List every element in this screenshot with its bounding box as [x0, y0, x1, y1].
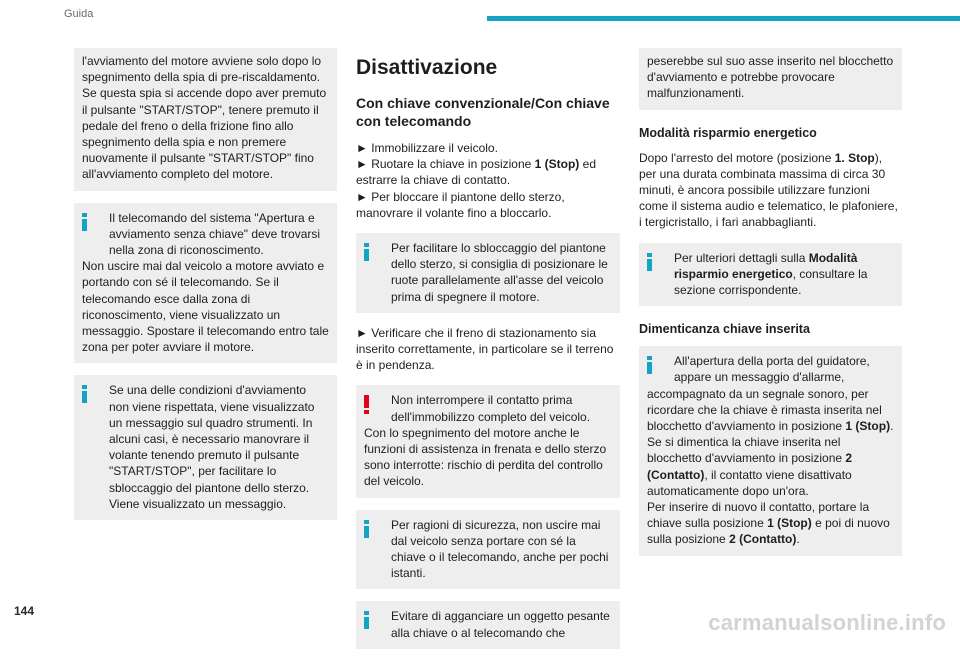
info-box-remote	[74, 203, 337, 364]
warning-box-ignition	[356, 385, 620, 497]
info-text-first: All'apertura della porta del guidatore, appare un messaggio d'allarme,	[674, 354, 870, 385]
info-text: Per facilitare lo sbloccaggio del piantone dello sterzo, si consiglia di posizionare le ruote parallelamente all'asse del veicolo prima di spegnere il motore.	[391, 241, 608, 304]
warning-text-rest: Con lo spegnimento del motore anche le funzioni di assistenza in frenata e dello sterzo sono interrotte: rischio di perdita del controllo del veicolo.	[364, 425, 607, 489]
info-first-line	[364, 608, 612, 640]
step-1: ► Immobilizzare il veicolo.	[356, 141, 498, 155]
note-text: l'avviamento del motore avviene solo dopo lo spegnimento della spia di pre-riscaldamento. Se questa spia si accende dopo aver premuto il pulsante "START/STOP", tenere premuto il pedale del freno o della frizione fino allo spegnimento della spia e non premere nuovamente il pulsante "START/STOP" fino all'avviamento completo del motore.	[82, 54, 327, 182]
section-subtitle: Con chiave convenzionale/Con chiave con telecomando	[356, 95, 610, 129]
info-text-line1: accompagnato da un segnale sonoro, per ricordare che la chiave è rimasta inserita nel blocchetto d'avviamento in posizione 1 (Stop).	[647, 386, 894, 434]
info-icon	[647, 356, 652, 374]
heading-energy-saving: Modalità risparmio energetico	[639, 125, 817, 140]
info-text-first: Il telecomando del sistema "Apertura e avviamento senza chiave" deve trovarsi nella zona di riconoscimento.	[109, 210, 321, 258]
watermark: carmanualsonline.info	[708, 610, 946, 635]
energy-paragraph: Dopo l'arresto del motore (posizione 1. Stop), per una durata combinata massima di circa 30 minuti, è ancora possibile utilizzare funzioni come il sistema audio e telematico, le plafoniere, i tergicristallo, i fari anabbaglianti.	[639, 150, 898, 230]
info-text-rest: Non uscire mai dal veicolo a motore avviato e portando con sé il telecomando. Se il telecomando esce dalla zona di riconoscimento, viene visualizzato un messaggio. Spostare il telecomando entro tale zona per poter avviare il motore.	[82, 259, 329, 355]
info-first-line	[364, 240, 612, 305]
energy-mode-label: Modalità risparmio energetico	[674, 250, 858, 281]
steps-paragraph	[356, 140, 620, 221]
info-first-line	[82, 382, 329, 512]
info-icon	[647, 253, 652, 271]
heading-forgotten-key: Dimenticanza chiave inserita	[639, 322, 810, 337]
info-first-line	[82, 210, 329, 259]
position-label: 1. Stop	[834, 150, 875, 165]
info-box-forgotten-key	[639, 346, 902, 555]
running-header: Guida	[64, 8, 94, 20]
info-text: Se una delle condizioni d'avviamento non viene rispettata, viene visualizzato un messaggio sul quadro strumenti. In alcuni casi, è necessario manovrare il volante tenendo premuto il pulsante "START/STOP", per facilitare lo sbloccaggio del piantone dello sterzo. Viene visualizzato un messaggio.	[109, 383, 315, 511]
position-label: 1 (Stop)	[534, 157, 580, 172]
info-icon	[82, 213, 87, 231]
step-2: ► Ruotare la chiave in posizione 1 (Stop) ed estrarre la chiave di contatto.	[356, 157, 596, 188]
info-icon	[82, 385, 87, 403]
column-right	[639, 48, 902, 568]
info-first-line	[647, 353, 894, 385]
warning-first-line	[364, 392, 612, 424]
warning-icon	[364, 395, 369, 414]
info-text-line3: Per inserire di nuovo il contatto, portare la chiave sulla posizione 1 (Stop) e poi di nuovo sulla posizione 2 (Contatto).	[647, 500, 890, 547]
warning-text-first: Non interrompere il contatto prima dell'immobilizzo completo del veicolo.	[391, 393, 591, 424]
info-first-line	[364, 517, 612, 582]
column-left	[74, 48, 337, 532]
page-number: 144	[14, 604, 35, 618]
info-text-line2: Se si dimentica la chiave inserita nel blocchetto d'avviamento in posizione 2 (Contatto), il contatto viene disattivato automaticamente dopo un'ora.	[647, 435, 853, 498]
info-icon	[364, 520, 369, 538]
info-first-line	[647, 250, 894, 299]
info-box-safety	[356, 510, 620, 590]
info-text: Per ulteriori dettagli sulla Modalità risparmio energetico, consultare la sezione corrispondente.	[674, 250, 868, 298]
note-box-continued	[74, 48, 337, 191]
info-icon	[364, 243, 369, 261]
step-4: ► Verificare che il freno di stazionamento sia inserito correttamente, in particolare se il terreno è in pendenza.	[356, 325, 614, 373]
section-title: Disattivazione	[356, 56, 498, 79]
info-box-energy	[639, 243, 902, 307]
info-text: Evitare di agganciare un oggetto pesante alla chiave o al telecomando che	[391, 609, 610, 640]
step-3: ► Per bloccare il piantone dello sterzo, manovrare il volante fino a bloccarlo.	[356, 189, 565, 220]
info-text-continued: peserebbe sul suo asse inserito nel blocchetto d'avviamento e potrebbe provocare malfunzionamenti.	[647, 54, 894, 101]
column-middle	[356, 48, 620, 661]
info-icon	[364, 611, 369, 629]
info-box-heavy-object	[356, 601, 620, 648]
info-box-conditions	[74, 375, 337, 520]
info-text: Per ragioni di sicurezza, non uscire mai dal veicolo senza portare con sé la chiave o il telecomando, anche per pochi istanti.	[391, 517, 609, 581]
header-accent-bar	[487, 16, 960, 21]
info-box-wheels	[356, 233, 620, 313]
info-box-continued	[639, 48, 902, 110]
